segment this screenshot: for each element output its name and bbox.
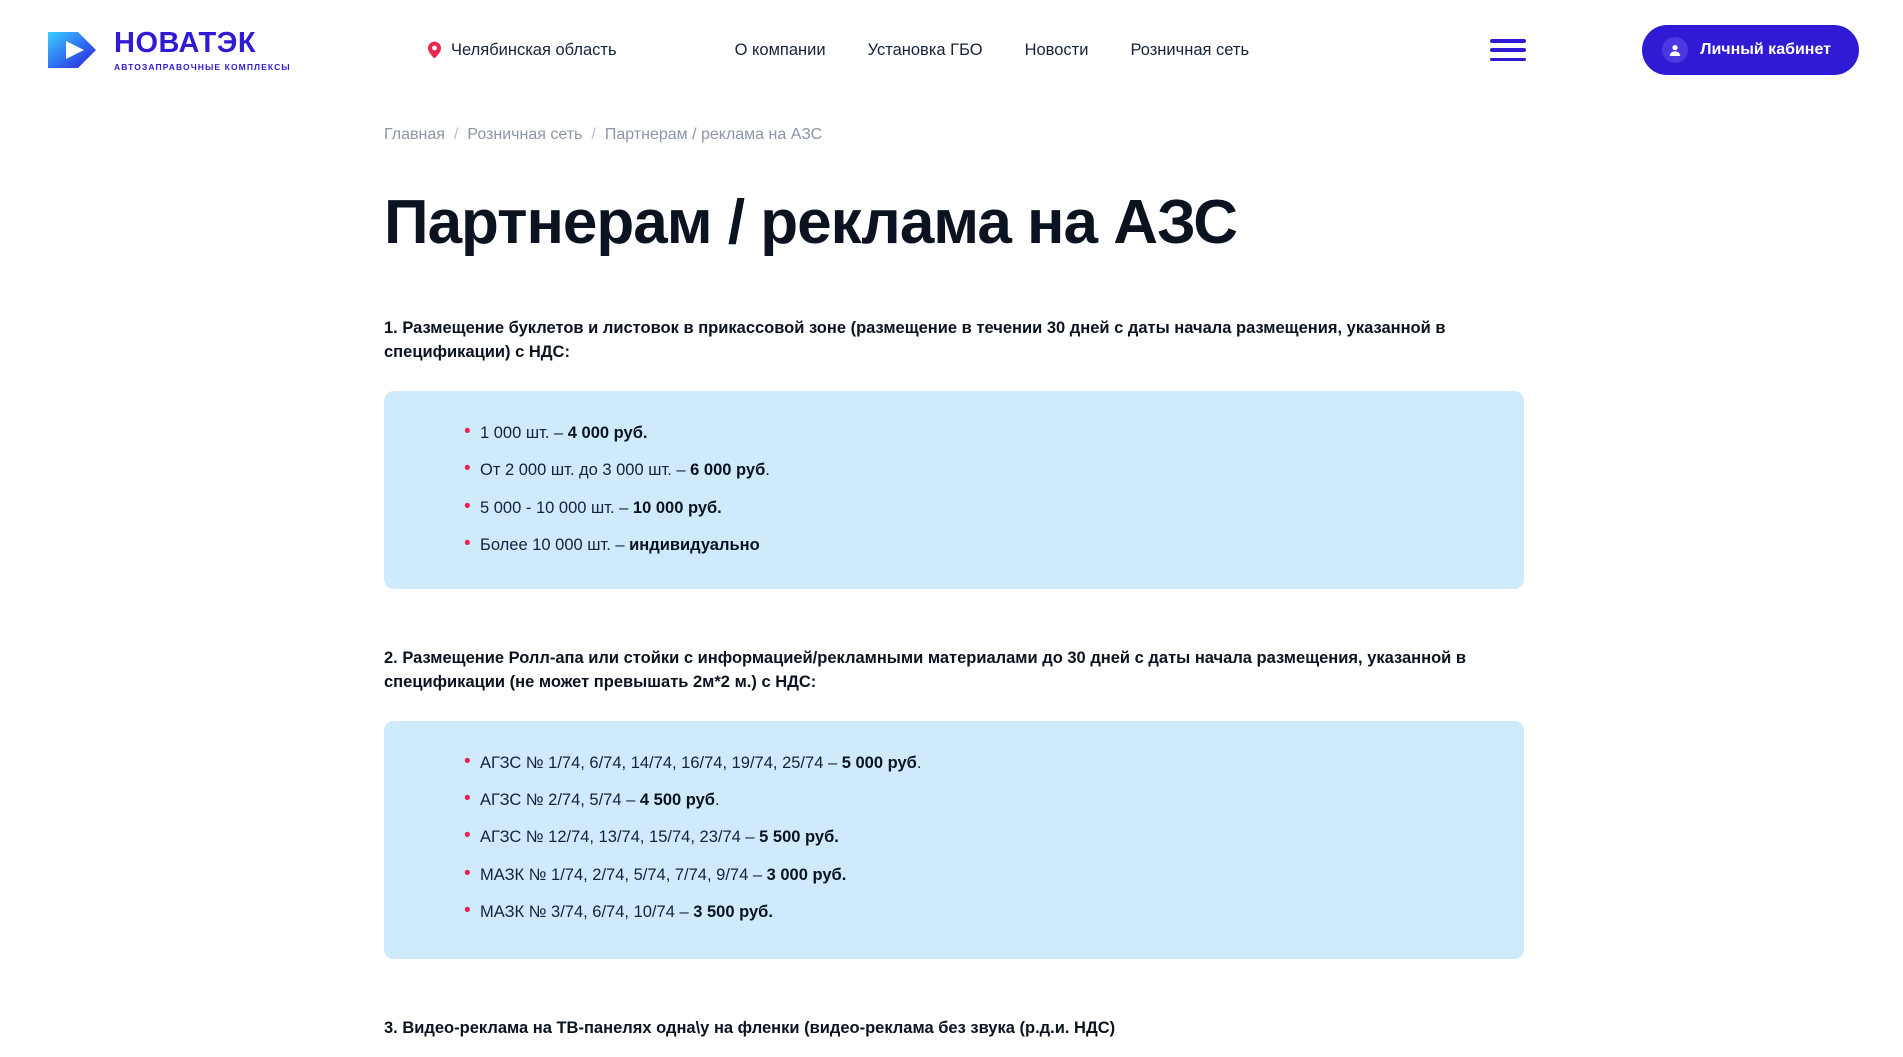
price-list-2 xyxy=(384,753,1524,924)
list-item xyxy=(464,865,1524,886)
price-item-value: 3 500 руб. xyxy=(693,903,773,922)
price-item-text: АГЗС № 1/74, 6/74, 14/74, 16/74, 19/74, 25/74 – xyxy=(480,753,842,772)
price-item-value: 3 000 руб. xyxy=(766,865,847,884)
page-content xyxy=(0,126,1903,1040)
nav-item-gbo[interactable]: Установка ГБО xyxy=(867,40,983,59)
breadcrumb xyxy=(384,126,1903,144)
main-nav xyxy=(735,41,1249,60)
site-header xyxy=(0,0,1903,100)
user-icon xyxy=(1662,37,1688,63)
price-item-text: МАЗК № 3/74, 6/74, 10/74 – xyxy=(480,903,694,922)
logo-text xyxy=(114,26,291,72)
list-item xyxy=(464,902,1524,923)
page-title: Партнерам / реклама на АЗС xyxy=(384,188,1238,257)
price-item-text: АГЗС № 2/74, 5/74 – xyxy=(480,790,640,809)
price-item-text: АГЗС № 12/74, 13/74, 15/74, 23/74 – xyxy=(480,828,760,847)
section-3-heading: 3. Видео-реклама на ТВ-панелях одна\у на фленки (видео-реклама без звука (р.д.и. НДС) xyxy=(384,1018,1116,1037)
price-item-text: 5 000 - 10 000 шт. – xyxy=(480,498,633,517)
price-item-value: 4 500 руб xyxy=(639,790,715,809)
price-item-tail: . xyxy=(765,461,770,480)
cabinet-button-label: Личный кабинет xyxy=(1700,41,1831,58)
price-item-value: индивидуально xyxy=(629,536,760,555)
nav-item-retail[interactable]: Розничная сеть xyxy=(1130,40,1250,59)
list-item xyxy=(464,753,1524,774)
nav-item-about[interactable]: О компании xyxy=(734,40,826,59)
cabinet-button[interactable] xyxy=(1642,25,1859,75)
price-card-2 xyxy=(384,721,1524,959)
breadcrumb-item-current: Партнерам / реклама на АЗС xyxy=(604,126,823,143)
price-item-value: 10 000 руб. xyxy=(632,498,722,517)
section-2-heading: 2. Размещение Ролл-апа или стойки с информацией/рекламными материалами до 30 дней с даты начала размещения, указанной в спецификации (не может превышать 2м*2 м.) с НДС: xyxy=(384,648,1467,691)
price-item-value: 5 000 руб xyxy=(841,753,917,772)
breadcrumb-item-retail[interactable]: Розничная сеть xyxy=(467,126,583,143)
breadcrumb-item-home[interactable]: Главная xyxy=(384,126,445,143)
list-item xyxy=(464,827,1524,848)
price-item-value: 4 000 руб. xyxy=(567,423,648,442)
novatek-logo-icon xyxy=(44,26,100,74)
price-item-text: МАЗК № 1/74, 2/74, 5/74, 7/74, 9/74 – xyxy=(480,865,767,884)
logo-title: НОВАТЭК xyxy=(114,26,257,59)
price-card-1 xyxy=(384,391,1524,589)
region-selector[interactable] xyxy=(427,41,617,60)
list-item xyxy=(464,535,1524,556)
price-item-tail: . xyxy=(715,790,720,809)
nav-item-news[interactable]: Новости xyxy=(1024,40,1089,59)
price-list-1 xyxy=(384,423,1524,557)
list-item xyxy=(464,460,1524,481)
price-item-tail: . xyxy=(916,753,922,772)
breadcrumb-separator: / xyxy=(453,126,459,143)
logo-subtitle: АВТОЗАПРАВОЧНЫЕ КОМПЛЕКСЫ xyxy=(114,61,291,72)
breadcrumb-separator: / xyxy=(591,126,596,143)
list-item xyxy=(464,498,1524,519)
map-pin-icon xyxy=(427,41,442,59)
price-item-value: 6 000 руб xyxy=(690,461,766,480)
list-item xyxy=(464,790,1524,811)
list-item xyxy=(464,423,1524,444)
price-item-text: Более 10 000 шт. – xyxy=(480,536,630,555)
price-item-text: От 2 000 шт. до 3 000 шт. – xyxy=(480,461,691,480)
hamburger-menu-icon[interactable] xyxy=(1490,39,1526,61)
price-item-value: 5 500 руб. xyxy=(759,828,839,847)
price-item-text: 1 000 шт. – xyxy=(480,423,568,442)
region-label: Челябинская область xyxy=(451,40,617,59)
section-1-heading: 1. Размещение буклетов и листовок в прикассовой зоне (размещение в течении 30 дней с даты начала размещения, указанной в спецификации) с НДС: xyxy=(384,319,1446,362)
logo[interactable] xyxy=(44,26,374,74)
